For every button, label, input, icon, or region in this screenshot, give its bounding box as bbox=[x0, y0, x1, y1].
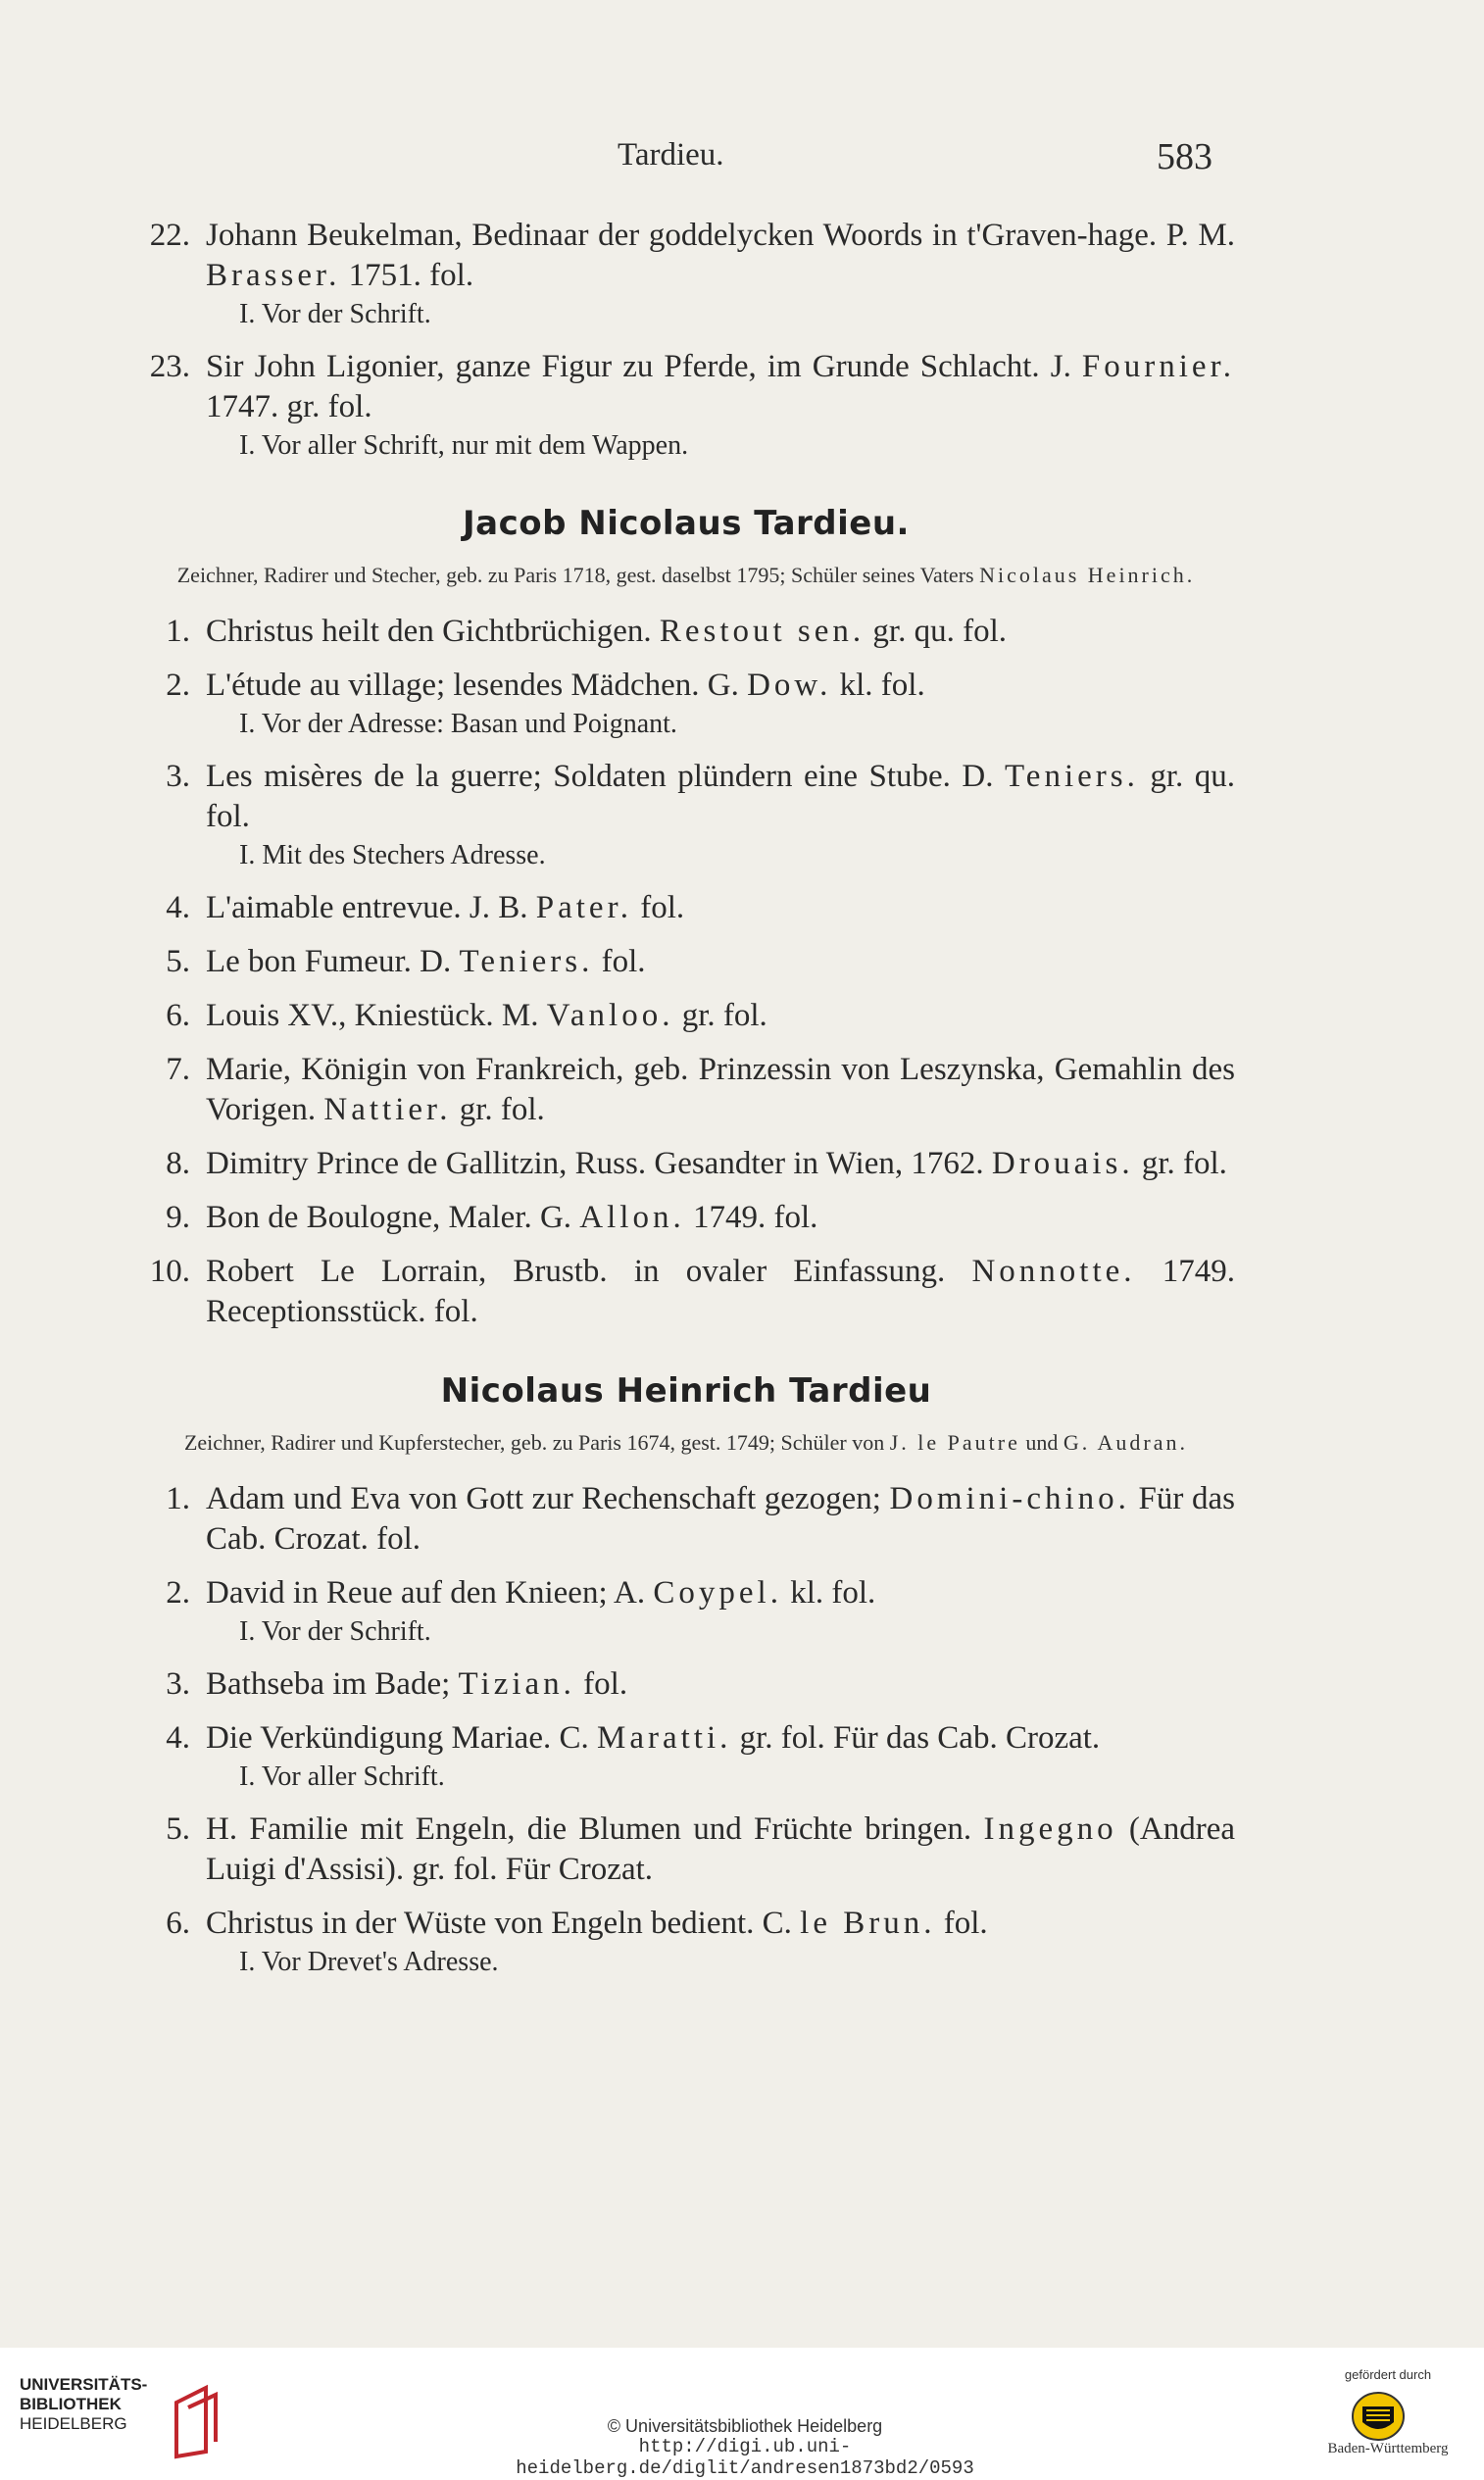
page-number: 583 bbox=[1157, 136, 1212, 177]
entry-line bbox=[137, 757, 1235, 837]
library-name-3: HEIDELBERG bbox=[20, 2414, 127, 2433]
section-title-jacob: Jacob Nicolaus Tardieu. bbox=[463, 504, 910, 543]
entry-text bbox=[206, 1252, 1235, 1332]
entry-line bbox=[137, 216, 1235, 296]
entry-number: 6. bbox=[166, 998, 190, 1033]
footer-center bbox=[431, 2416, 1059, 2479]
entry-fragment: Dimitry Prince de Gallitzin, Russ. Gesandter in Wien, 1762. bbox=[206, 1146, 992, 1181]
desc-text: Zeichner, Radirer und Kupferstecher, geb. zu Paris 1674, gest. 1749; Schüler von bbox=[183, 1430, 890, 1455]
entry-line bbox=[137, 1198, 1235, 1238]
artist-name: Drouais. bbox=[991, 1146, 1134, 1181]
entry-text bbox=[206, 996, 1235, 1036]
entry-text bbox=[206, 1573, 1235, 1613]
catalog-entry bbox=[137, 1810, 1235, 1890]
desc-name: J. le Pautre bbox=[889, 1430, 1020, 1455]
entry-text bbox=[206, 942, 1235, 982]
desc-text: Zeichner, Radirer und Stecher, geb. zu Paris 1718, gest. daselbst 1795; Schüler seines Vaters bbox=[176, 563, 980, 587]
entry-fragment: David in Reue auf den Knieen; A. bbox=[206, 1575, 654, 1611]
entry-line bbox=[137, 1573, 1235, 1613]
state-note: I. Vor aller Schrift. bbox=[239, 1761, 445, 1792]
entry-number: 2. bbox=[166, 1575, 190, 1611]
entry-number: 3. bbox=[166, 759, 190, 794]
state-note: I. Vor der Adresse: Basan und Poignant. bbox=[239, 709, 677, 739]
artist-name: Teniers. bbox=[1004, 759, 1139, 794]
artist-name: Brasser. bbox=[206, 258, 341, 293]
artist-name: Dow. bbox=[747, 668, 832, 703]
entry-text bbox=[206, 1664, 1235, 1705]
entry-text bbox=[206, 757, 1235, 837]
catalog-entry bbox=[137, 1252, 1235, 1332]
entry-fragment: fol. bbox=[632, 890, 685, 925]
entry-fragment: Die Verkündigung Mariae. C. bbox=[206, 1720, 597, 1756]
entry-line bbox=[137, 1810, 1235, 1890]
entry-fragment: kl. fol. bbox=[781, 1575, 876, 1611]
entry-fragment: Sir John Ligonier, ganze Figur zu Pferde, im Grunde Schlacht. J. bbox=[206, 349, 1082, 384]
entry-line bbox=[137, 1718, 1235, 1759]
entry-fragment: kl. fol. bbox=[831, 668, 925, 703]
entry-fragment: Bathseba im Bade; bbox=[206, 1666, 459, 1702]
entry-fragment: Adam und Eva von Gott zur Rechenschaft gezogen; bbox=[206, 1481, 890, 1516]
artist-name: Restout sen. bbox=[659, 614, 866, 649]
entry-line bbox=[137, 1050, 1235, 1130]
state-note: I. Vor der Schrift. bbox=[239, 299, 431, 329]
state-note: I. Mit des Stechers Adresse. bbox=[239, 840, 546, 870]
entry-text bbox=[206, 1810, 1235, 1890]
entry-line bbox=[137, 1252, 1235, 1332]
state-note: I. Vor der Schrift. bbox=[239, 1616, 431, 1647]
catalog-entry bbox=[137, 996, 1235, 1036]
entry-line bbox=[137, 1479, 1235, 1560]
artist-name: Nonnotte. bbox=[971, 1254, 1136, 1289]
source-url[interactable]: http://digi.ub.uni-heidelberg.de/diglit/andresen1873bd2/0593 bbox=[516, 2436, 974, 2479]
entries-jacob bbox=[137, 612, 1235, 1332]
artist-name: Fournier. bbox=[1081, 349, 1235, 384]
entry-text bbox=[206, 1050, 1235, 1130]
entry-fragment: gr. qu. fol. bbox=[865, 614, 1007, 649]
artist-name: Maratti. bbox=[596, 1720, 732, 1756]
entry-number: 4. bbox=[166, 890, 190, 925]
artist-name: Pater. bbox=[535, 890, 632, 925]
entry-number: 9. bbox=[166, 1200, 190, 1235]
catalog-entry bbox=[137, 1198, 1235, 1238]
artist-name: Nattier. bbox=[323, 1092, 452, 1127]
entry-text bbox=[206, 216, 1235, 296]
entry-number: 22. bbox=[149, 218, 190, 253]
catalog-entry bbox=[137, 1718, 1235, 1796]
artist-name: Allon. bbox=[579, 1200, 685, 1235]
entries-top bbox=[137, 216, 1235, 465]
funding-logo bbox=[1300, 2367, 1476, 2457]
entry-fragment: 1749. Receptionsstück. fol. bbox=[206, 1254, 1235, 1329]
entry-number: 1. bbox=[166, 614, 190, 649]
entry-line bbox=[137, 1664, 1235, 1705]
entry-number: 4. bbox=[166, 1720, 190, 1756]
entry-number: 10. bbox=[149, 1254, 190, 1289]
catalog-entry bbox=[137, 1664, 1235, 1705]
entry-line bbox=[137, 1144, 1235, 1184]
entry-fragment: Christus in der Wüste von Engeln bedient. C. bbox=[206, 1906, 801, 1941]
entry-fragment: L'étude au village; lesendes Mädchen. G. bbox=[206, 668, 748, 703]
entry-fragment: gr. fol. bbox=[451, 1092, 545, 1127]
entry-fragment: Christus heilt den Gichtbrüchigen. bbox=[206, 614, 660, 649]
catalog-entry bbox=[137, 942, 1235, 982]
entry-number: 2. bbox=[166, 668, 190, 703]
artist-name: Teniers. bbox=[459, 944, 594, 979]
section-title-nicolaus: Nicolaus Heinrich Tardieu bbox=[440, 1371, 932, 1411]
running-title: Tardieu. bbox=[618, 137, 724, 173]
entries-nicolaus bbox=[137, 1479, 1235, 1981]
entry-fragment: (Andrea Luigi d'Assisi). gr. fol. Für Crozat. bbox=[206, 1811, 1235, 1887]
section-desc-nicolaus bbox=[176, 1430, 1196, 1456]
entry-fragment: fol. bbox=[574, 1666, 628, 1702]
state-note: I. Vor Drevet's Adresse. bbox=[239, 1947, 499, 1977]
entry-number: 7. bbox=[166, 1052, 190, 1087]
entry-fragment: Louis XV., Kniestück. M. bbox=[206, 998, 547, 1033]
entry-fragment: 1749. fol. bbox=[684, 1200, 818, 1235]
footer bbox=[0, 2348, 1484, 2480]
entry-number: 5. bbox=[166, 944, 190, 979]
catalog-entry bbox=[137, 757, 1235, 874]
desc-name: G. Audran. bbox=[1063, 1430, 1189, 1455]
state-note: I. Vor aller Schrift, nur mit dem Wappen. bbox=[239, 430, 689, 461]
entry-number: 23. bbox=[149, 349, 190, 384]
entry-fragment: Johann Beukelman, Bedinaar der goddelycken Woords in t'Graven-hage. P. M. bbox=[206, 218, 1235, 253]
entry-fragment: Les misères de la guerre; Soldaten plündern eine Stube. D. bbox=[206, 759, 1005, 794]
entry-fragment: 1747. gr. fol. bbox=[206, 389, 372, 424]
entry-text bbox=[206, 888, 1235, 928]
entry-text bbox=[206, 612, 1235, 652]
copyright: © Universitätsbibliothek Heidelberg bbox=[607, 2416, 883, 2436]
artist-name: Vanloo. bbox=[546, 998, 674, 1033]
catalog-entry bbox=[137, 888, 1235, 928]
entry-number: 6. bbox=[166, 1906, 190, 1941]
entry-fragment: L'aimable entrevue. J. B. bbox=[206, 890, 536, 925]
entry-line bbox=[137, 996, 1235, 1036]
running-header bbox=[0, 137, 1484, 186]
library-name-1: UNIVERSITÄTS- bbox=[20, 2375, 148, 2394]
entry-fragment: gr. qu. fol. bbox=[206, 759, 1235, 834]
catalog-content bbox=[137, 216, 1235, 1995]
entry-line bbox=[137, 942, 1235, 982]
catalog-entry bbox=[137, 1573, 1235, 1651]
entry-fragment: gr. fol. bbox=[1133, 1146, 1227, 1181]
entry-fragment: fol. bbox=[593, 944, 646, 979]
catalog-entry bbox=[137, 347, 1235, 465]
section-desc-jacob bbox=[176, 563, 1196, 588]
entry-text bbox=[206, 1479, 1235, 1560]
desc-text: und bbox=[1019, 1430, 1064, 1455]
entry-fragment: gr. fol. Für das Cab. Crozat. bbox=[731, 1720, 1101, 1756]
funded-label: gefördert durch bbox=[1344, 2367, 1432, 2382]
entry-line bbox=[137, 888, 1235, 928]
entry-line bbox=[137, 666, 1235, 706]
library-logo[interactable] bbox=[20, 2375, 216, 2473]
catalog-entry bbox=[137, 216, 1235, 333]
entry-number: 1. bbox=[166, 1481, 190, 1516]
entry-fragment: Le bon Fumeur. D. bbox=[206, 944, 460, 979]
state-name: Baden-Württemberg bbox=[1327, 2441, 1449, 2456]
entry-text bbox=[206, 347, 1235, 427]
entry-fragment: H. Familie mit Engeln, die Blumen und Früchte bringen. bbox=[206, 1811, 984, 1847]
entry-text bbox=[206, 1718, 1235, 1759]
catalog-entry bbox=[137, 1479, 1235, 1560]
entry-text bbox=[206, 1904, 1235, 1944]
entry-text bbox=[206, 666, 1235, 706]
entry-fragment: Robert Le Lorrain, Brustb. in ovaler Einfassung. bbox=[206, 1254, 972, 1289]
artist-name: Domini-chino. bbox=[889, 1481, 1130, 1516]
library-mark-icon bbox=[167, 2383, 225, 2461]
entry-fragment: fol. bbox=[935, 1906, 988, 1941]
desc-name: Nicolaus Heinrich. bbox=[979, 563, 1196, 587]
entry-fragment: Bon de Boulogne, Maler. G. bbox=[206, 1200, 580, 1235]
artist-name: Tizian. bbox=[458, 1666, 575, 1702]
entry-number: 3. bbox=[166, 1666, 190, 1702]
entry-line bbox=[137, 612, 1235, 652]
entry-number: 8. bbox=[166, 1146, 190, 1181]
entry-fragment: Für das Cab. Crozat. fol. bbox=[206, 1481, 1235, 1557]
entry-fragment: Marie, Königin von Frankreich, geb. Prinzessin von Leszynska, Gemahlin des Vorigen. bbox=[206, 1052, 1235, 1127]
catalog-entry bbox=[137, 1144, 1235, 1184]
library-name-2: BIBLIOTHEK bbox=[20, 2395, 122, 2413]
entry-text bbox=[206, 1198, 1235, 1238]
entry-text bbox=[206, 1144, 1235, 1184]
entry-line bbox=[137, 1904, 1235, 1944]
catalog-entry bbox=[137, 612, 1235, 652]
artist-name: Ingegno bbox=[983, 1811, 1117, 1847]
catalog-entry bbox=[137, 1050, 1235, 1130]
coat-of-arms-icon bbox=[1349, 2389, 1408, 2444]
catalog-entry bbox=[137, 1904, 1235, 1981]
entry-fragment: 1751. fol. bbox=[340, 258, 474, 293]
artist-name: Coypel. bbox=[653, 1575, 782, 1611]
catalog-entry bbox=[137, 666, 1235, 743]
entry-fragment: gr. fol. bbox=[673, 998, 767, 1033]
entry-line bbox=[137, 347, 1235, 427]
entry-number: 5. bbox=[166, 1811, 190, 1847]
artist-name: le Brun. bbox=[800, 1906, 936, 1941]
